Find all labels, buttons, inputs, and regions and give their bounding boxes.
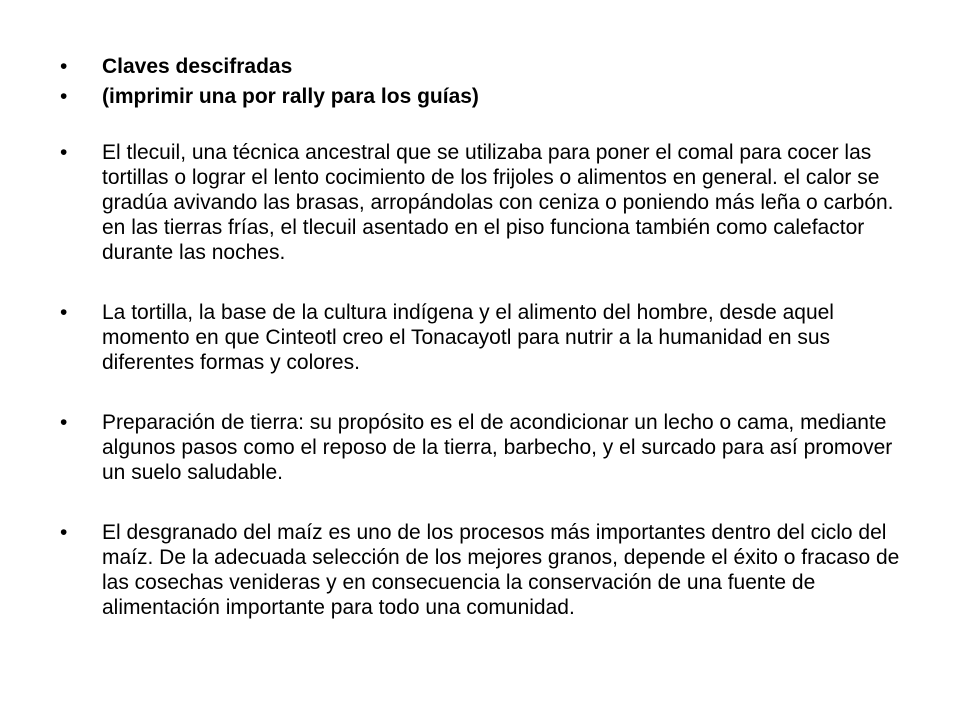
paragraph-text: La tortilla, la base de la cultura indígena y el alimento del hombre, desde aquel momento en que Cinteotl creo el Tonacayotl para nutrir a la humanidad en sus diferentes formas y colores. <box>102 301 834 374</box>
paragraph-text: Preparación de tierra: su propósito es el de acondicionar un lecho o cama, mediante algunos pasos como el reposo de la tierra, barbecho, y el surcado para así promover un suelo saludable. <box>102 411 893 484</box>
bullet-icon: • <box>60 301 68 324</box>
paragraph-text: El tlecuil, una técnica ancestral que se utilizaba para poner el comal para cocer las tortillas o lograr el lento cocimiento de los frijoles o alimentos en general. el calor se gradúa avivando las brasas, arropándolas con ceniza o poniendo más leña o carbón. en las tierras frías, el tlecuil asentado en el piso funciona también como calefactor durante las noches. <box>102 141 894 264</box>
paragraph-preparacion <box>60 410 920 485</box>
header-title: Claves descifradas <box>102 55 293 78</box>
paragraph-desgranado <box>60 520 920 620</box>
header-item-title <box>60 54 920 79</box>
bullet-icon: • <box>60 141 68 164</box>
bullet-icon: • <box>60 521 68 544</box>
bullet-icon: • <box>60 85 68 108</box>
header-list <box>60 54 920 109</box>
header-subtitle: (imprimir una por rally para los guías) <box>102 85 479 108</box>
paragraph-list <box>60 140 920 620</box>
bullet-icon: • <box>60 411 68 434</box>
paragraph-tlecuil <box>60 140 920 265</box>
bullet-icon: • <box>60 55 68 78</box>
paragraph-tortilla <box>60 300 920 375</box>
paragraph-text: El desgranado del maíz es uno de los procesos más importantes dentro del ciclo del maíz. De la adecuada selección de los mejores granos, depende el éxito o fracaso de las cosechas venideras y en consecuencia la conservación de una fuente de alimentación importante para todo una comunidad. <box>102 521 900 619</box>
header-item-subtitle <box>60 84 920 109</box>
